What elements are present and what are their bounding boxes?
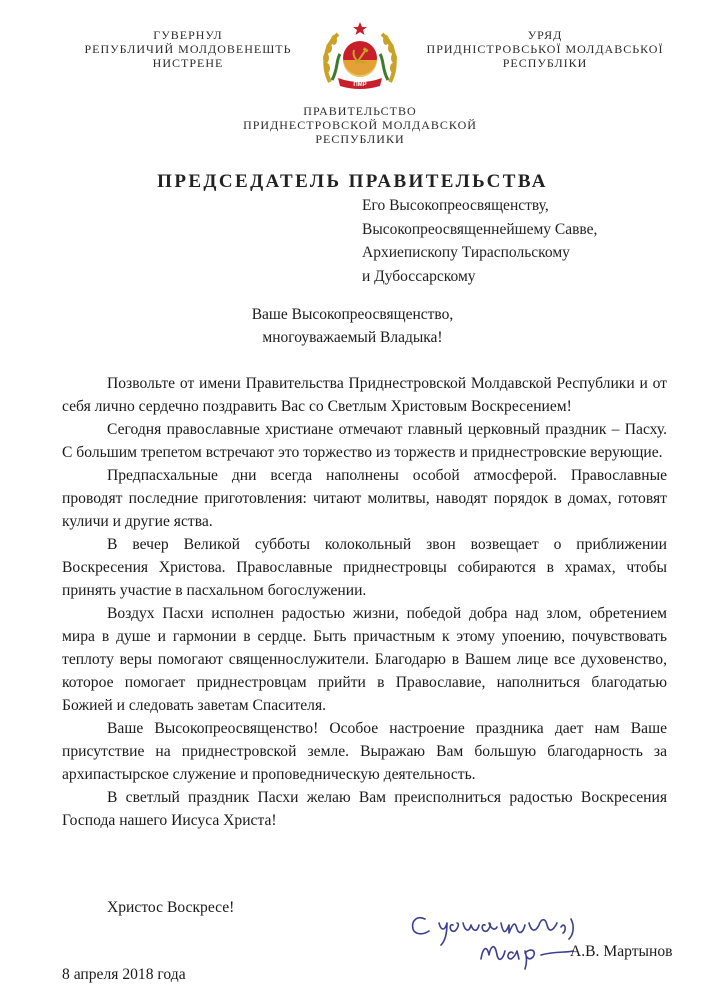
header-right-line: ПРИДНІСТРОВСЬКОЇ МОЛДАВСЬКОЇ <box>426 42 664 56</box>
addressee-line: Архиепископу Тираспольскому <box>362 244 570 261</box>
greeting-line: Ваше Высокопреосвященство, <box>251 306 454 323</box>
header-left-line: ГУВЕРНУЛ <box>153 28 223 42</box>
addressee-block <box>362 194 692 288</box>
body-paragraph: Сегодня православные христиане отмечают главный церковный праздник – Пасху. С большим трепетом встречают это торжество из торжеств и приднестровские верующие. <box>62 421 667 461</box>
header-left-line: НИСТРЕНЕ <box>152 56 224 70</box>
body-paragraph: В светлый праздник Пасхи желаю Вам преисполниться радостью Воскресения Господа нашего Иисуса Христа! <box>62 789 667 829</box>
header-left-line: РЕПУБЛИЧИЙ МОЛДОВЕНЕШТЬ <box>84 42 292 56</box>
body-paragraph: В вечер Великой субботы колокольный звон возвещает о приближении Воскресения Христова. Православные приднестровцы собираются в храмах, чтобы принять участие в пасхальном богослужении. <box>62 536 667 599</box>
greeting-line: многоуважаемый Владыка! <box>262 329 443 346</box>
header-center-line: ПРИДНЕСТРОВСКОЙ МОЛДАВСКОЙ <box>243 118 477 132</box>
header-center-block <box>225 104 495 146</box>
body-paragraph: Предпасхальные дни всегда наполнены особой атмосферой. Православные проводят последние приготовления: читают молитвы, наводят порядок в домах, готовят куличи и другие яства. <box>62 467 667 530</box>
letter-body <box>62 372 667 832</box>
coat-of-arms-icon <box>318 20 402 94</box>
document-date: 8 апреля 2018 года <box>62 966 186 983</box>
signer-name: А.В. Мартынов <box>570 943 673 960</box>
addressee-line: Высокопреосвященнейшему Савве, <box>362 220 598 238</box>
body-paragraph: Ваше Высокопреосвященство! Особое настроение праздника дает нам Ваше присутствие на приднестровской земле. Выражаю Вам большую благодарность за архипастырское служение и проповедническую деятельность. <box>62 720 667 783</box>
header-right-line: УРЯД <box>527 28 563 42</box>
addressee-line: Его Высокопреосвященству, <box>362 197 549 214</box>
header-center-line: РЕСПУБЛИКИ <box>315 132 405 146</box>
header-left-block <box>72 28 304 70</box>
handwritten-signature <box>405 905 620 971</box>
header-right-line: РЕСПУБЛІКИ <box>502 56 588 70</box>
body-paragraph: Позвольте от имени Правительства Приднестровской Молдавской Республики и от себя лично сердечно поздравить Вас со Светлым Христовым Воскресением! <box>62 375 667 415</box>
header-right-block <box>410 28 680 70</box>
greeting-block <box>0 303 705 349</box>
body-paragraph: Воздух Пасхи исполнен радостью жизни, победой добра над злом, обретением мира в душе и гармонии в сердце. Быть причастным к этому упоению, почувствовать теплоту веры помогают священнослужители. Благодарю в Вашем лице все духовенство, которое помогает приднестровцам прийти в Православие, наполниться благодатью Божией и следовать заветам Спасителя. <box>62 605 667 714</box>
document-title: ПРЕДСЕДАТЕЛЬ ПРАВИТЕЛЬСТВА <box>157 171 548 192</box>
svg-text:ПМР: ПМР <box>353 82 367 88</box>
header-center-line: ПРАВИТЕЛЬСТВО <box>303 104 417 118</box>
addressee-line: и Дубоссарскому <box>362 267 476 285</box>
closing-line: Христос Воскресе! <box>107 899 235 916</box>
